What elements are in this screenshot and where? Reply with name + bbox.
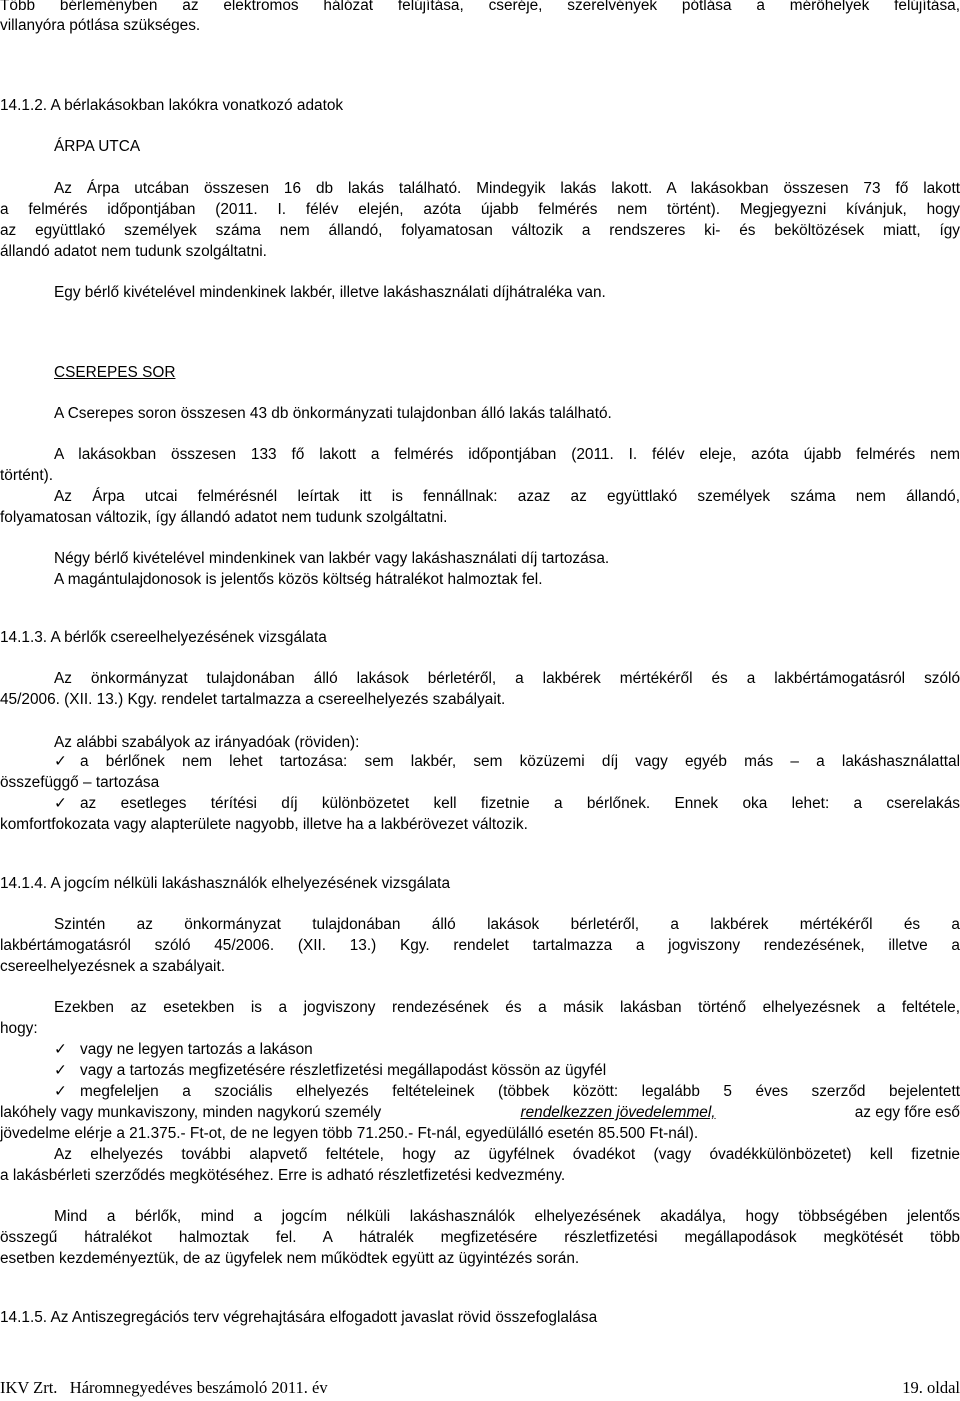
- checklist-item: ✓ vagy ne legyen tartozás a lakáson: [48, 1040, 960, 1060]
- paragraph-line: Szintén az önkormányzat tulajdonában álló lakások bérletéről, a lakbérek mértékéről és a: [54, 916, 960, 933]
- paragraph-line: összegű hátralékot halmoztak fel. A hátralék megfizetésére részletfizetési megállapodások megkötését több: [0, 1229, 960, 1246]
- paragraph-line: komfortfokozata vagy alapterülete nagyobb, illetve ha a lakbérövezet változik.: [0, 816, 528, 833]
- checklist-item: ✓ vagy a tartozás megfizetésére részletfizetési megállapodást kössön az ügyfél: [48, 1061, 960, 1081]
- paragraph-line: Az önkormányzat tulajdonában álló lakások bérletéről, a lakbérek mértékéről és a lakbértámogatásról szóló: [54, 670, 960, 687]
- section-heading: 14.1.5. Az Antiszegregációs terv végrehajtására elfogadott javaslat rövid összefoglalása: [0, 1309, 598, 1326]
- paragraph-line: esetben kezdeményeztük, de az ügyfelek nem működtek együtt az ügyintézés során.: [0, 1250, 580, 1267]
- paragraph-line: A magántulajdonosok is jelentős közös költség hátralékot halmoztak fel.: [54, 571, 543, 588]
- checklist-item: ✓ az esetleges térítési díj különbözetet kell fizetnie a bérlőnek. Ennek oka lehet: a cserelakás: [48, 794, 960, 814]
- paragraph-line: villanyóra pótlása szükséges.: [0, 17, 201, 34]
- paragraph-line: az együttlakó személyek száma nem állandó, folyamatosan változik a rendszeres ki- és beköltözések miatt, így: [0, 222, 960, 239]
- paragraph-line: történt).: [0, 467, 54, 484]
- paragraph-line: Az Árpa utcában összesen 16 db lakás található. Mindegyik lakás lakott. A lakásokban összesen 73 fő lakott: [54, 180, 960, 197]
- paragraph-line: hogy:: [0, 1020, 38, 1037]
- paragraph-line: lakbértámogatásról szóló 45/2006. (XII. 13.) Kgy. rendelet tartalmazza a jogviszony rendezésének, illetve a: [0, 937, 960, 954]
- paragraph-line: Ezekben az esetekben is a jogviszony rendezésének és a másik lakásban történő elhelyezésnek a feltétele,: [54, 999, 960, 1016]
- paragraph-line: összefüggő – tartozása: [0, 774, 160, 791]
- text-span: az egy főre eső: [854, 1104, 960, 1121]
- paragraph-line: Egy bérlő kivételével mindenkinek lakbér, illetve lakáshasználati díjhátraléka van.: [54, 284, 606, 301]
- text-span: lakóhely vagy munkaviszony, minden nagykorú személy: [0, 1104, 382, 1121]
- paragraph-line: Az alábbi szabályok az irányadóak (röviden):: [54, 734, 360, 751]
- paragraph-line: 45/2006. (XII. 13.) Kgy. rendelet tartalmazza a csereelhelyezés szabályait.: [0, 691, 506, 708]
- paragraph-line: Az elhelyezés további alapvető feltétele, hogy az ügyfélnek óvadékot (vagy óvadékkülönbözetet) kell fizetnie: [54, 1146, 960, 1163]
- emphasized-text: rendelkezzen jövedelemmel,: [520, 1104, 716, 1121]
- paragraph-line: a felmérés időpontjában (2011. I. félév elején, azóta újabb felmérés nem történt). Megjegyezni kívánjuk, hogy: [0, 201, 960, 218]
- paragraph-line: A Cserepes soron összesen 43 db önkormányzati tulajdonban álló lakás található.: [54, 405, 612, 422]
- footer-title: IKV Zrt. Háromnegyedéves beszámoló 2011. év: [0, 1378, 328, 1397]
- paragraph-line: Mind a bérlők, mind a jogcím nélküli lakáshasználók elhelyezésének akadálya, hogy többségében jelentős: [54, 1208, 960, 1225]
- checklist-item: ✓ a bérlőnek nem lehet tartozása: sem lakbér, sem közüzemi díj vagy egyéb más – a lakáshasználattal: [48, 752, 960, 772]
- paragraph-line: A lakásokban összesen 133 fő lakott a felmérés időpontjában (2011. I. félév eleje, azóta újabb felmérés nem: [54, 446, 960, 463]
- paragraph-line: Az Árpa utcai felmérésnél leírtak itt is fennállnak: azaz az együttlakó személyek száma nem állandó,: [54, 488, 960, 505]
- subsection-heading: ÁRPA UTCA: [54, 138, 141, 155]
- checklist-item: ✓ megfeleljen a szociális elhelyezés feltételeinek (többek között: legalább 5 éves szerződ bejelentett: [48, 1082, 960, 1102]
- section-heading: 14.1.4. A jogcím nélküli lakáshasználók elhelyezésének vizsgálata: [0, 875, 451, 892]
- paragraph-line: állandó adatot nem tudunk szolgáltatni.: [0, 243, 267, 260]
- page-number: 19. oldal: [902, 1378, 960, 1397]
- section-heading: 14.1.3. A bérlők csereelhelyezésének vizsgálata: [0, 629, 327, 646]
- paragraph-line: [0, 1103, 960, 1123]
- paragraph-line: a lakásbérleti szerződés megkötéséhez. Erre is adható részletfizetési kedvezmény.: [0, 1167, 566, 1184]
- paragraph-line: Négy bérlő kivételével mindenkinek van lakbér vagy lakáshasználati díj tartozása.: [54, 550, 610, 567]
- paragraph-line: csereelhelyezésnek a szabályait.: [0, 958, 225, 975]
- paragraph-line: jövedelme elérje a 21.375.- Ft-ot, de ne legyen több 71.250.- Ft-nál, egyedülálló esetén 85.500 Ft-nál).: [0, 1125, 699, 1142]
- paragraph-line: Több bérleményben az elektromos hálózat felújítása, cseréje, szerelvények pótlása a mérőhelyek felújítása,: [0, 0, 960, 14]
- section-heading: 14.1.2. A bérlakásokban lakókra vonatkozó adatok: [0, 97, 344, 114]
- paragraph-line: folyamatosan változik, így állandó adatot nem tudunk szolgáltatni.: [0, 509, 448, 526]
- subsection-heading: CSEREPES SOR: [54, 364, 176, 381]
